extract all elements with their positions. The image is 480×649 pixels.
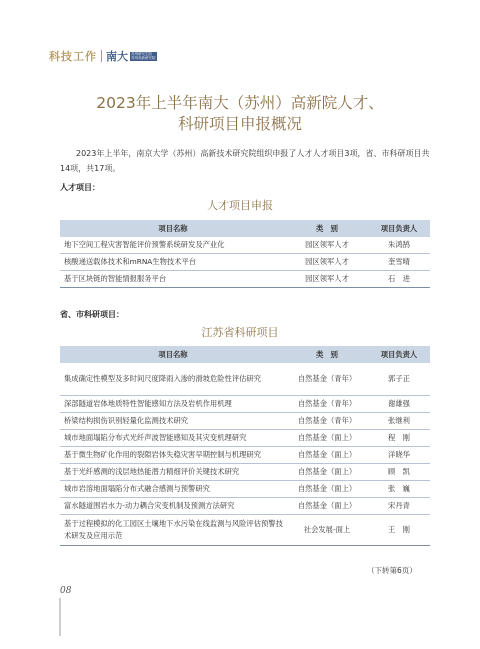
research-table-title: 江苏省科研项目 — [201, 326, 279, 339]
table-row — [60, 430, 430, 447]
table-row — [60, 271, 430, 288]
project-name-cell: 基于微生物矿化作用的裂隙岩体失稳灾害早期控制与机理研究 — [60, 447, 286, 464]
project-name-cell: 城市地面塌陷分布式光纤声波智能感知及其灾变机理研究 — [60, 430, 286, 447]
project-name-cell: 桥梁结构损伤识别轻量化监测技术研究 — [60, 413, 286, 430]
intro-paragraph: 2023年上半年，南京大学（苏州）高新技术研究院组织申报了人才人才项目3项，省、市科研项目共14项，共17项。 — [60, 149, 430, 173]
leader-cell: 谢雄强 — [368, 396, 430, 413]
article-title-line1: 2023年上半年南大（苏州）高新院人才、 — [96, 94, 384, 112]
leader-cell: 奎雪晴 — [368, 254, 430, 271]
column-header-leader: 项目负责人 — [368, 220, 430, 237]
logo-badge-line1: 苏州研究生院 — [130, 52, 157, 57]
table-row — [60, 498, 430, 515]
page-number: 08 — [60, 586, 72, 596]
header-divider — [101, 50, 102, 62]
table-row — [60, 363, 430, 396]
leader-cell: 朱鸿鹄 — [368, 237, 430, 254]
table-row — [60, 254, 430, 271]
column-header-project: 项目名称 — [60, 220, 286, 237]
leader-cell: 石 进 — [368, 271, 430, 288]
leader-cell: 郭子正 — [368, 363, 430, 396]
project-name-cell: 集成确定性模型及多时间尺度降雨入渗的滑坡危险性评估研究 — [60, 363, 286, 396]
project-name-cell: 基于区块链的智能情报服务平台 — [60, 271, 286, 288]
project-name-cell: 基于过程模拟的化工园区土壤地下水污染在线监测与风险评估预警技术研发及应用示范 — [60, 515, 286, 546]
leader-cell: 张继利 — [368, 413, 430, 430]
project-name-cell: 核酸递送载体技术和mRNA生物技术平台 — [60, 254, 286, 271]
table-row — [60, 464, 430, 481]
project-name-cell: 地下空间工程灾害智能评价预警系统研发及产业化 — [60, 237, 286, 254]
category-cell: 园区领军人才 — [286, 254, 368, 271]
category-cell: 自然基金（青年） — [286, 413, 368, 430]
column-header-leader: 项目负责人 — [368, 346, 430, 363]
table-header-row — [60, 220, 430, 237]
leader-cell: 顾 凯 — [368, 464, 430, 481]
table-row — [60, 396, 430, 413]
category-cell: 园区领军人才 — [286, 271, 368, 288]
table-row — [60, 447, 430, 464]
leader-cell: 洋晓华 — [368, 447, 430, 464]
logo-badge — [130, 52, 157, 61]
category-cell: 自然基金（面上） — [286, 430, 368, 447]
table-row — [60, 237, 430, 254]
continued-note: （下转第6页） — [367, 566, 417, 575]
project-name-cell: 富水隧道围岩水力-动力耦合灾变机制及预测方法研究 — [60, 498, 286, 515]
article-title-line2: 科研项目申报概况 — [177, 115, 302, 133]
table-row — [60, 481, 430, 498]
logo-badge-line2: 苏州高新研究院 — [131, 56, 156, 60]
research-projects-table — [60, 346, 430, 546]
column-header-project: 项目名称 — [60, 346, 286, 363]
table-row — [60, 515, 430, 546]
footer-rule — [59, 598, 61, 636]
category-cell: 自然基金（面上） — [286, 481, 368, 498]
research-section-label: 省、市科研项目： — [60, 310, 124, 319]
talent-table-title: 人才项目申报 — [207, 199, 273, 212]
category-cell: 自然基金（面上） — [286, 447, 368, 464]
table-header-row — [60, 346, 430, 363]
category-cell: 自然基金（面上） — [286, 464, 368, 481]
category-cell: 自然基金（青年） — [286, 396, 368, 413]
category-cell: 社会发展-面上 — [286, 515, 368, 546]
leader-cell: 王 刚 — [368, 515, 430, 546]
leader-cell: 宋丹青 — [368, 498, 430, 515]
project-name-cell: 城市岩溶地面塌陷分布式融合感测与预警研究 — [60, 481, 286, 498]
project-name-cell: 深部隧道岩体地质特性智能感知方法及岩机作用机理 — [60, 396, 286, 413]
column-header-category: 类 别 — [286, 346, 368, 363]
column-header-category: 类 别 — [286, 220, 368, 237]
project-name-cell: 基于光纤感测的浅层地热能潜力精细评价关键技术研究 — [60, 464, 286, 481]
leader-cell: 张 巍 — [368, 481, 430, 498]
talent-projects-table — [60, 220, 430, 288]
section-label: 科技工作 — [49, 50, 97, 63]
leader-cell: 程 刚 — [368, 430, 430, 447]
logo-text: 南大 — [106, 50, 128, 63]
category-cell: 园区领军人才 — [286, 237, 368, 254]
category-cell: 自然基金（青年） — [286, 363, 368, 396]
table-row — [60, 413, 430, 430]
talent-section-label: 人才项目： — [60, 183, 100, 192]
university-logo — [106, 48, 157, 64]
page-header — [49, 49, 157, 63]
category-cell: 自然基金（面上） — [286, 498, 368, 515]
